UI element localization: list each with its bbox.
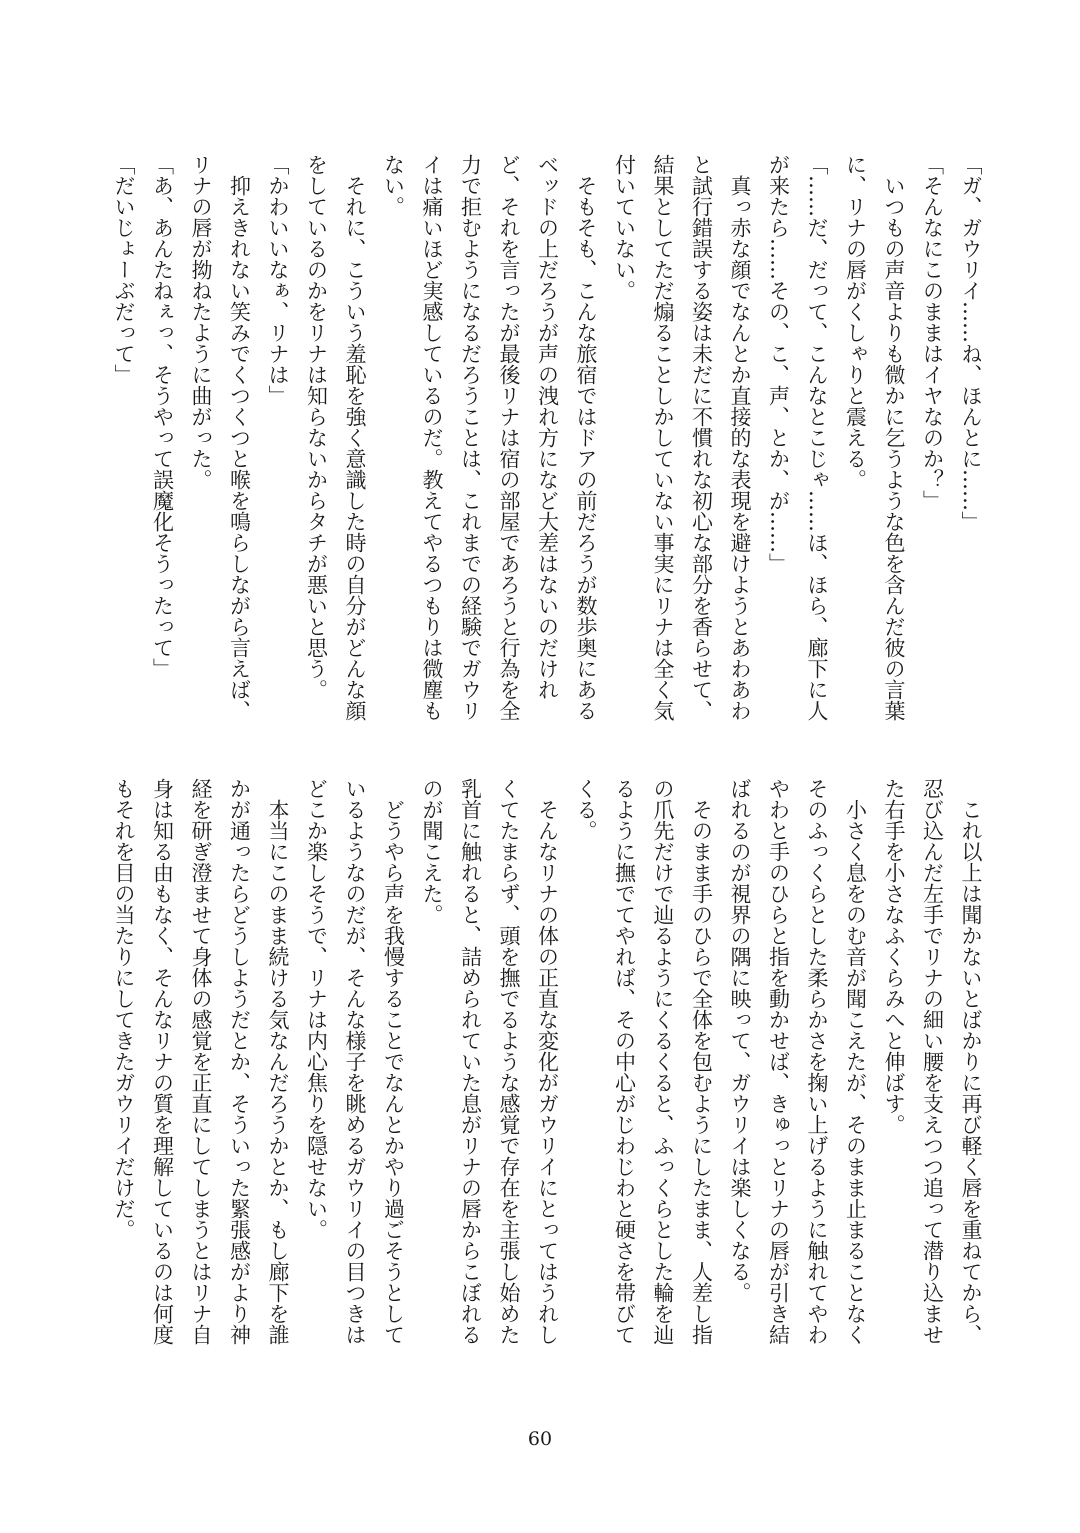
text-line: をしているのかをリナは知らないからタチが悪いと思う。 <box>304 154 329 700</box>
text-line: が来たら……その、こ、声、とか、が……」 <box>766 154 791 574</box>
text-line: かが通ったらどうしようだとか、そういった緊張感がより神 <box>227 778 252 1345</box>
text-line: 力で拒むようになるだろうことは、これまでの経験でガウリ <box>458 154 483 721</box>
text-line: 結果としてただ煽ることしかしていない事実にリナは全く気 <box>651 154 675 721</box>
text-line: に、リナの唇がくしゃりと震える。 <box>843 154 868 490</box>
text-block-lower <box>104 778 990 1348</box>
text-line: の爪先だけで辿るようにくるくると、ふっくらとした輪を辿 <box>651 778 675 1345</box>
text-line: イは痛いほど実感しているのだ。教えてやるつもりは微塵も <box>420 154 444 721</box>
page-number: 60 <box>527 1428 553 1450</box>
text-line: どうやら声を我慢することでなんとかやり過ごそうとして <box>381 778 406 1345</box>
text-line: 「……だ、だって、こんなとこじゃ……ほ、ほら、廊下に人 <box>805 154 829 721</box>
text-line: くてたまらず、頭を撫でるような感覚で存在を主張し始めた <box>497 778 521 1345</box>
text-line: 「だいじょーぶだって」 <box>112 154 136 385</box>
text-line: 「ガ、ガウリイ……ね、ほんとに……」 <box>959 154 983 532</box>
text-line: くる。 <box>574 778 598 841</box>
text-line: もそれを目の当たりにしてきたガウリイだけだ。 <box>112 778 136 1240</box>
text-line: 「あ、あんたねぇっ、そうやって誤魔化そうったって」 <box>150 154 175 679</box>
text-line: 付いていない。 <box>612 154 637 301</box>
text-block-upper <box>104 154 990 724</box>
text-line: やわと手のひらと指を動かせば、きゅっとリナの唇が引き結 <box>766 778 791 1345</box>
text-line: ない。 <box>381 154 406 217</box>
text-line: それに、こういう羞恥を強く意識した時の自分がどんな顔 <box>343 154 367 721</box>
text-line: のが聞こえた。 <box>420 778 444 925</box>
text-line: そのまま手のひらで全体を包むようにしたまま、人差し指 <box>689 778 714 1345</box>
text-line: 忍び込んだ左手でリナの細い腰を支えつつ追って潜り込ませ <box>920 778 945 1345</box>
text-line: 本当にこのまま続ける気なんだろうかとか、もし廊下を誰 <box>266 778 290 1345</box>
text-line: 経を研ぎ澄ませて身体の感覚を正直にしてしまうとはリナ自 <box>189 778 213 1345</box>
text-line: これ以上は聞かないとばかりに再び軽く唇を重ねてから、 <box>959 778 983 1345</box>
text-line: ベッドの上だろうが声の洩れ方になど大差はないのだけれ <box>535 154 560 700</box>
text-line: そもそも、こんな旅宿ではドアの前だろうが数歩奥にある <box>574 154 598 721</box>
text-line: た右手を小さなふくらみへと伸ばす。 <box>882 778 906 1135</box>
text-line: いるようなのだが、そんな様子を眺めるガウリイの目つきは <box>343 778 367 1345</box>
text-line: どこか楽しそうで、リナは内心焦りを隠せない。 <box>304 778 329 1240</box>
text-line: ばれるのが視界の隅に映って、ガウリイは楽しくなる。 <box>728 778 752 1303</box>
text-line: 乳首に触れると、詰められていた息がリナの唇からこぼれる <box>458 778 483 1345</box>
text-line: そんなリナの体の正直な変化がガウリイにとってはうれし <box>535 778 560 1345</box>
text-line: そのふっくらとした柔らかさを掬い上げるように触れてやわ <box>805 778 829 1345</box>
text-line: 抑えきれない笑みでくつくつと喉を鳴らしながら言えば、 <box>227 154 252 721</box>
text-line: 「かわいいなぁ、リナは」 <box>266 154 290 406</box>
text-line: と試行錯誤する姿は未だに不慣れな初心な部分を香らせて、 <box>689 154 714 721</box>
text-line: いつもの声音よりも微かに乞うような色を含んだ彼の言葉 <box>882 154 906 721</box>
text-line: 身は知る由もなく、そんなリナの質を理解しているのは何度 <box>150 778 175 1345</box>
text-line: リナの唇が拗ねたように曲がった。 <box>189 154 213 490</box>
text-line: るように撫でてやれば、その中心がじわじわと硬さを帯びて <box>612 778 637 1345</box>
text-line: ど、それを言ったが最後リナは宿の部屋であろうと行為を全 <box>497 154 521 721</box>
text-line: 真っ赤な顔でなんとか直接的な表現を避けようとあわあわ <box>728 154 752 721</box>
text-line: 小さく息をのむ音が聞こえたが、そのまま止まることなく <box>843 778 868 1345</box>
text-line: 「そんなにこのままはイヤなのか？」 <box>920 154 945 511</box>
